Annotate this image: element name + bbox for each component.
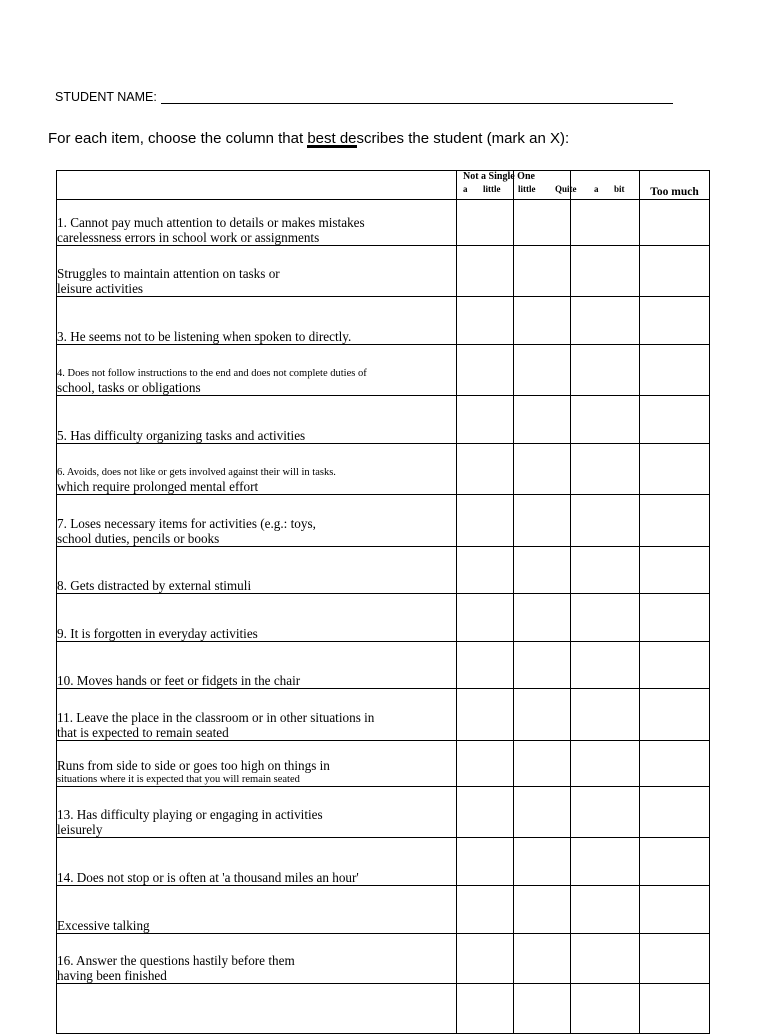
column-sub-little-2: little — [518, 184, 536, 194]
answer-cell-too-much[interactable] — [640, 642, 710, 689]
column-sub-quite: Quite — [555, 184, 577, 194]
item-first-line: 4. Does not follow instructions to the end and does not complete duties of — [57, 368, 367, 379]
table-body — [57, 200, 710, 1034]
item-first-line: 9. It is forgotten in everyday activities — [57, 626, 258, 641]
item-first-line: 10. Moves hands or feet or fidgets in the chair — [57, 673, 301, 688]
answer-cell-too-much[interactable] — [640, 787, 710, 838]
item-text-cell — [57, 547, 457, 594]
answer-cell-a-little[interactable] — [514, 689, 571, 741]
item-text-cell — [57, 594, 457, 642]
answer-cell-too-much[interactable] — [640, 297, 710, 345]
answer-cell-not-a-single-one[interactable] — [457, 838, 514, 886]
item-text-cell — [57, 444, 457, 495]
item-text-cell — [57, 297, 457, 345]
answer-cell-quite-a-bit[interactable] — [571, 495, 640, 547]
item-second-line: school, tasks or obligations — [57, 380, 201, 395]
answer-cell-not-a-single-one[interactable] — [457, 934, 514, 984]
item-second-line: situations where it is expected that you will remain seated — [57, 774, 300, 785]
table-row — [57, 984, 710, 1034]
answer-cell-too-much[interactable] — [640, 495, 710, 547]
answer-cell-quite-a-bit[interactable] — [571, 246, 640, 297]
table-row — [57, 689, 710, 741]
instructions-text-end: scribes the student (mark an X): — [356, 130, 570, 147]
table-row — [57, 444, 710, 495]
column-header-not-a-single-one — [457, 171, 535, 200]
answer-cell-quite-a-bit[interactable] — [571, 594, 640, 642]
answer-cell-a-little[interactable] — [514, 984, 571, 1034]
answer-cell-quite-a-bit[interactable] — [571, 200, 640, 246]
item-first-line: 8. Gets distracted by external stimuli — [57, 578, 252, 593]
item-first-line: Runs from side to side or goes too high on things in — [57, 758, 330, 773]
column-sub-a-2: a — [594, 184, 599, 194]
answer-cell-quite-a-bit[interactable] — [571, 547, 640, 594]
answer-cell-not-a-single-one[interactable] — [457, 642, 514, 689]
item-text-cell — [57, 200, 457, 246]
item-text-cell — [57, 345, 457, 396]
answer-cell-a-little[interactable] — [514, 547, 571, 594]
answer-cell-a-little[interactable] — [514, 886, 571, 934]
instructions — [48, 130, 688, 147]
column-header-quite-a-bit — [571, 171, 640, 200]
answer-cell-a-little[interactable] — [514, 838, 571, 886]
answer-cell-too-much[interactable] — [640, 444, 710, 495]
answer-cell-quite-a-bit[interactable] — [571, 689, 640, 741]
answer-cell-too-much[interactable] — [640, 934, 710, 984]
answer-cell-a-little[interactable] — [514, 345, 571, 396]
item-text-cell — [57, 886, 457, 934]
item-second-line: which require prolonged mental effort — [57, 479, 259, 494]
answer-cell-quite-a-bit[interactable] — [571, 396, 640, 444]
instructions-emphasis: best de — [307, 130, 357, 147]
item-second-line: leisure activities — [57, 281, 144, 296]
answer-cell-a-little[interactable] — [514, 495, 571, 547]
answer-cell-a-little[interactable] — [514, 444, 571, 495]
answer-cell-not-a-single-one[interactable] — [457, 297, 514, 345]
instructions-text-start: For each item, choose the column that — [48, 130, 308, 147]
answer-cell-not-a-single-one[interactable] — [457, 396, 514, 444]
item-first-line: Struggles to maintain attention on tasks or — [57, 266, 280, 281]
column-sub-bit: bit — [614, 184, 625, 194]
item-text-cell — [57, 246, 457, 297]
item-first-line: 14. Does not stop or is often at 'a thousand miles an hour' — [57, 870, 359, 885]
answer-cell-not-a-single-one[interactable] — [457, 741, 514, 787]
answer-cell-not-a-single-one[interactable] — [457, 984, 514, 1034]
table-row — [57, 642, 710, 689]
answer-cell-a-little[interactable] — [514, 934, 571, 984]
item-first-line: 16. Answer the questions hastily before them — [57, 953, 295, 968]
column-header-too-much: Too much — [640, 171, 710, 200]
answer-cell-too-much[interactable] — [640, 741, 710, 787]
table-row — [57, 246, 710, 297]
student-name-label: STUDENT NAME: — [55, 90, 157, 104]
table-row — [57, 838, 710, 886]
item-text-cell — [57, 984, 457, 1034]
column-group-title: Not a Single One — [463, 171, 535, 182]
answer-cell-too-much[interactable] — [640, 345, 710, 396]
table-row — [57, 297, 710, 345]
item-column-header — [57, 171, 457, 200]
column-sub-little: little — [483, 184, 501, 194]
answer-cell-quite-a-bit[interactable] — [571, 934, 640, 984]
item-text-cell — [57, 642, 457, 689]
answer-cell-a-little[interactable] — [514, 642, 571, 689]
answer-cell-a-little[interactable] — [514, 787, 571, 838]
answer-cell-quite-a-bit[interactable] — [571, 886, 640, 934]
item-first-line: 5. Has difficulty organizing tasks and activities — [57, 428, 306, 443]
answer-cell-a-little[interactable] — [514, 246, 571, 297]
answer-cell-too-much[interactable] — [640, 547, 710, 594]
answer-cell-quite-a-bit[interactable] — [571, 345, 640, 396]
item-second-line: having been finished — [57, 968, 167, 983]
answer-cell-not-a-single-one[interactable] — [457, 200, 514, 246]
answer-cell-too-much[interactable] — [640, 594, 710, 642]
answer-cell-a-little[interactable] — [514, 396, 571, 444]
answer-cell-quite-a-bit[interactable] — [571, 741, 640, 787]
answer-cell-not-a-single-one[interactable] — [457, 246, 514, 297]
item-first-line: 11. Leave the place in the classroom or in other situations in — [57, 710, 375, 725]
student-name-field[interactable] — [55, 88, 695, 108]
item-text-cell — [57, 689, 457, 741]
answer-cell-quite-a-bit[interactable] — [571, 787, 640, 838]
item-text-cell — [57, 934, 457, 984]
item-second-line: school duties, pencils or books — [57, 531, 220, 546]
table-row — [57, 787, 710, 838]
item-first-line: 6. Avoids, does not like or gets involved against their will in tasks. — [57, 467, 336, 478]
answer-cell-too-much[interactable] — [640, 200, 710, 246]
table-row — [57, 495, 710, 547]
item-text-cell — [57, 741, 457, 787]
answer-cell-not-a-single-one[interactable] — [457, 495, 514, 547]
table-row — [57, 741, 710, 787]
table-header-row — [57, 171, 710, 200]
answer-cell-too-much[interactable] — [640, 689, 710, 741]
answer-cell-too-much[interactable] — [640, 246, 710, 297]
answer-cell-a-little[interactable] — [514, 594, 571, 642]
item-text-cell — [57, 787, 457, 838]
item-second-line: leisurely — [57, 822, 103, 837]
item-first-line: 3. He seems not to be listening when spoken to directly. — [57, 329, 352, 344]
answer-cell-quite-a-bit[interactable] — [571, 838, 640, 886]
table-row — [57, 547, 710, 594]
answer-cell-quite-a-bit[interactable] — [571, 642, 640, 689]
answer-cell-too-much[interactable] — [640, 886, 710, 934]
item-second-line: that is expected to remain seated — [57, 725, 229, 740]
column-header-a-little — [514, 171, 577, 200]
answer-cell-too-much[interactable] — [640, 396, 710, 444]
answer-cell-not-a-single-one[interactable] — [457, 345, 514, 396]
item-first-line: 1. Cannot pay much attention to details or makes mistakes — [57, 215, 365, 230]
item-text-cell — [57, 396, 457, 444]
rating-table — [56, 170, 710, 1034]
table-row — [57, 594, 710, 642]
answer-cell-not-a-single-one[interactable] — [457, 886, 514, 934]
answer-cell-not-a-single-one[interactable] — [457, 787, 514, 838]
table-row — [57, 345, 710, 396]
answer-cell-quite-a-bit[interactable] — [571, 297, 640, 345]
answer-cell-not-a-single-one[interactable] — [457, 444, 514, 495]
table-row — [57, 886, 710, 934]
answer-cell-not-a-single-one[interactable] — [457, 594, 514, 642]
item-text-cell — [57, 838, 457, 886]
answer-cell-too-much[interactable] — [640, 984, 710, 1034]
answer-cell-quite-a-bit[interactable] — [571, 984, 640, 1034]
item-second-line: carelessness errors in school work or assignments — [57, 230, 320, 245]
column-sub-a: a — [463, 184, 468, 194]
answer-cell-not-a-single-one[interactable] — [457, 547, 514, 594]
answer-cell-a-little[interactable] — [514, 297, 571, 345]
answer-cell-too-much[interactable] — [640, 838, 710, 886]
item-first-line: 13. Has difficulty playing or engaging in activities — [57, 807, 323, 822]
answer-cell-not-a-single-one[interactable] — [457, 689, 514, 741]
table-row — [57, 934, 710, 984]
table-row — [57, 200, 710, 246]
answer-cell-quite-a-bit[interactable] — [571, 444, 640, 495]
item-first-line: Excessive talking — [57, 918, 150, 933]
answer-cell-a-little[interactable] — [514, 200, 571, 246]
table-row — [57, 396, 710, 444]
item-first-line: 7. Loses necessary items for activities (e.g.: toys, — [57, 516, 316, 531]
item-text-cell — [57, 495, 457, 547]
answer-cell-a-little[interactable] — [514, 741, 571, 787]
student-name-underline[interactable] — [161, 103, 673, 104]
